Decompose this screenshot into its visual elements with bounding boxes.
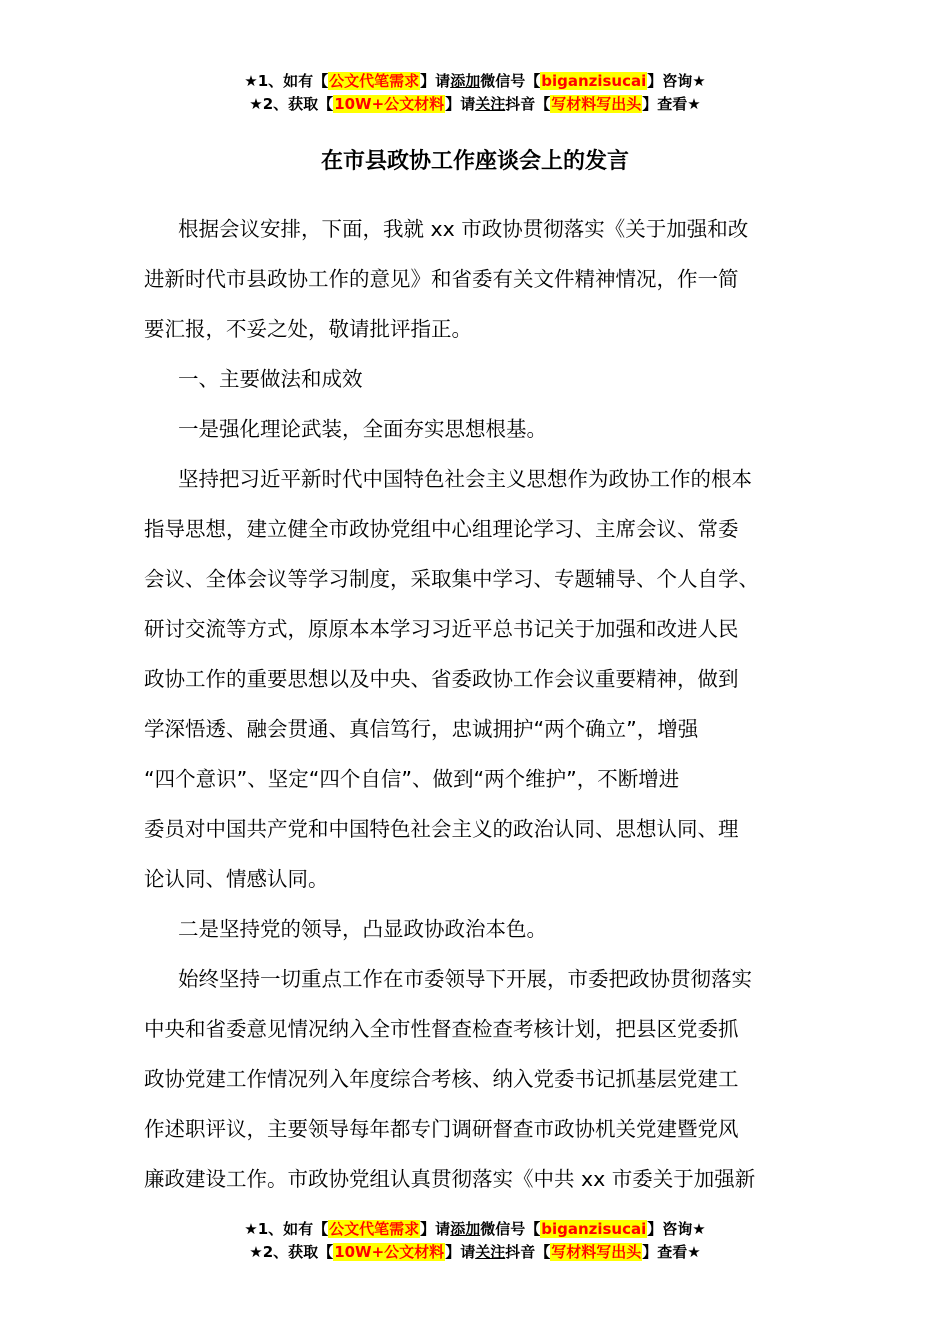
banner-text: ★1、如有【 [244,72,329,90]
banner-underline: 添加 [450,72,481,90]
banner-line-1 [0,1218,950,1241]
banner-text: 】请 [420,72,451,90]
banner-text: 抖音【 [505,1243,551,1261]
banner-text: 微信号【 [480,72,541,90]
banner-underline: 添加 [450,1220,481,1238]
body-line: 委员对中国共产党和中国特色社会主义的政治认同、思想认同、理 [144,817,739,841]
body-line: “四个意识”、坚定“四个自信”、做到“两个维护”，不断增进 [144,767,680,791]
banner-highlight: 公文代笔需求 [329,72,420,90]
body-line: 指导思想，建立健全市政协党组中心组理论学习、主席会议、常委 [144,517,739,541]
banner-line-2 [0,93,950,116]
body-line: 坚持把习近平新时代中国特色社会主义思想作为政协工作的根本 [178,467,752,491]
body-line: 作述职评议，主要领导每年都专门调研督查市政协机关党建暨党风 [144,1117,739,1141]
banner-text: 】请 [445,1243,476,1261]
body-line: 廉政建设工作。市政协党组认真贯彻落实《中共 xx 市委关于加强新 [144,1167,756,1191]
banner-underline: 关注 [475,95,506,113]
subheading: 一是强化理论武装，全面夯实思想根基。 [178,417,547,441]
banner-highlight: biganzisucai [541,1220,647,1238]
body-line: 中央和省委意见情况纳入全市性督查检查考核计划，把县区党委抓 [144,1017,739,1041]
banner-text: ★1、如有【 [244,1220,329,1238]
body-line: 始终坚持一切重点工作在市委领导下开展，市委把政协贯彻落实 [178,967,752,991]
body-line: 进新时代市县政协工作的意见》和省委有关文件精神情况，作一简 [144,267,739,291]
subheading: 二是坚持党的领导，凸显政协政治本色。 [178,917,547,941]
body-line: 根据会议安排，下面，我就 xx 市政协贯彻落实《关于加强和改 [178,217,749,241]
banner-highlight: 公文代笔需求 [329,1220,420,1238]
body-line: 论认同、情感认同。 [144,867,329,891]
banner-highlight: biganzisucai [541,72,647,90]
body-line: 会议、全体会议等学习制度，采取集中学习、专题辅导、个人自学、 [144,567,759,591]
banner-text: 抖音【 [505,95,551,113]
banner-highlight: 10W+公文材料 [334,95,445,113]
body-line: 学深悟透、融会贯通、真信笃行，忠诚拥护“两个确立”，增强 [144,717,699,741]
banner-text: ★2、获取【 [249,95,334,113]
document-body [144,204,806,1204]
banner-underline: 关注 [475,1243,506,1261]
banner-text: ★2、获取【 [249,1243,334,1261]
banner-line-1 [0,70,950,93]
banner-text: 微信号【 [480,1220,541,1238]
banner-highlight: 写材料写出头 [551,95,642,113]
banner-text: 】咨询★ [647,1220,706,1238]
document-title: 在市县政协工作座谈会上的发言 [320,149,629,174]
body-line: 要汇报，不妥之处，敬请批评指正。 [144,317,472,341]
banner-text: 】查看★ [642,1243,701,1261]
body-line: 政协党建工作情况列入年度综合考核、纳入党委书记抓基层党建工 [144,1067,739,1091]
banner-text: 】咨询★ [647,72,706,90]
header-banner [0,70,950,116]
banner-text: 】查看★ [642,95,701,113]
banner-highlight: 10W+公文材料 [334,1243,445,1261]
banner-text: 】请 [420,1220,451,1238]
banner-highlight: 写材料写出头 [551,1243,642,1261]
section-heading: 一、主要做法和成效 [178,367,363,391]
banner-text: 】请 [445,95,476,113]
body-line: 研讨交流等方式，原原本本学习习近平总书记关于加强和改进人民 [144,617,739,641]
body-line: 政协工作的重要思想以及中央、省委政协工作会议重要精神，做到 [144,667,739,691]
footer-banner [0,1218,950,1264]
banner-line-2 [0,1241,950,1264]
